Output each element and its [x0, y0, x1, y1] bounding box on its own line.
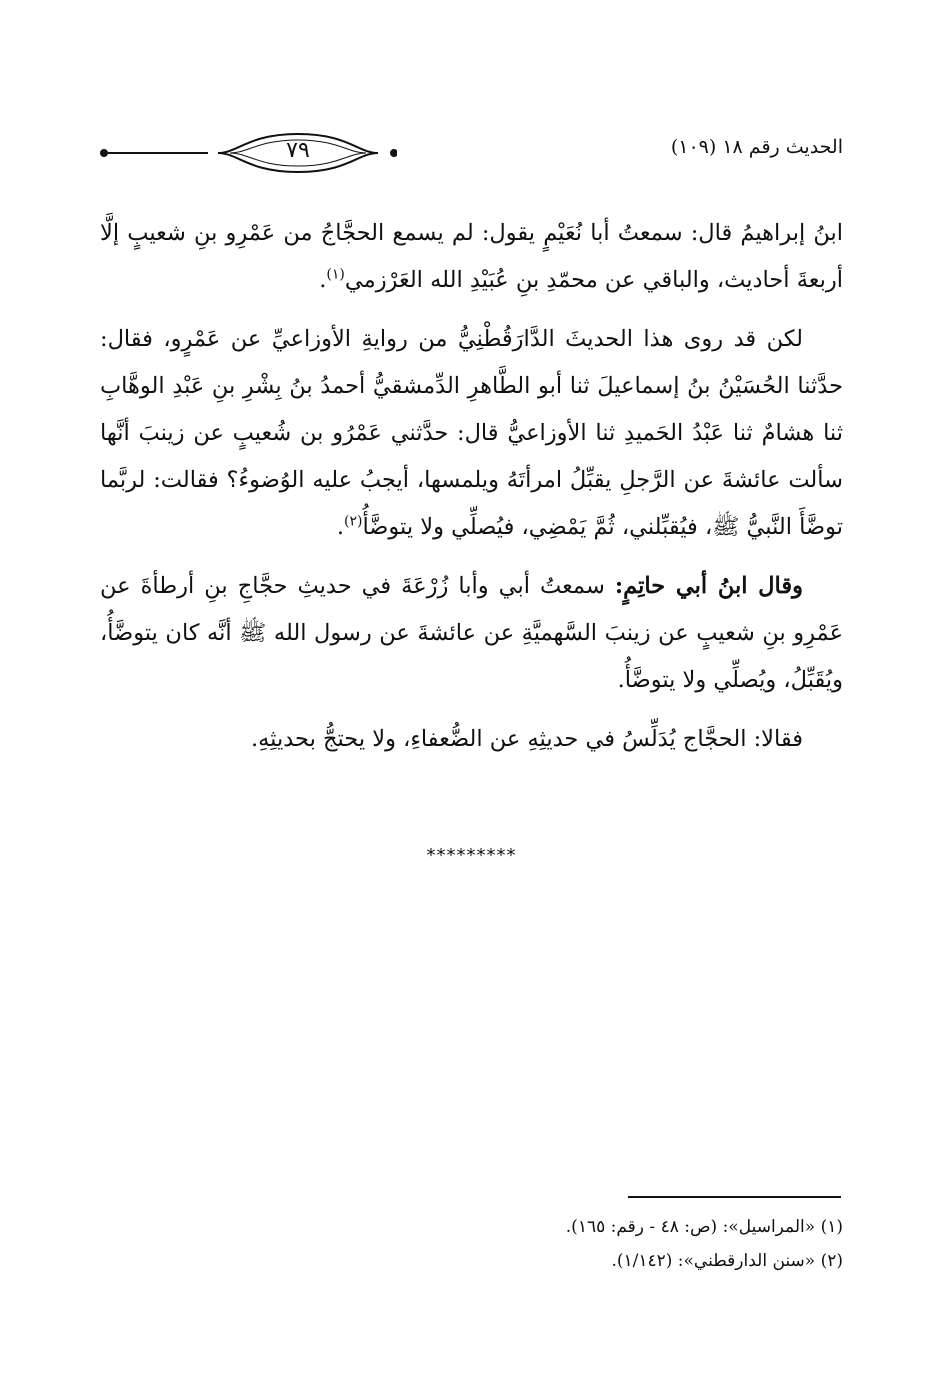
header-rule-left [108, 152, 208, 154]
paragraph-3 [100, 563, 843, 704]
paragraph-text: ابنُ إبراهيمُ قال: سمعتُ أبا نُعَيْمٍ يقول: لم يسمع الحجَّاجُ من عَمْرِو بنِ شعيبٍ إلَّا أربعةَ أحاديث، والباقي عن محمّدِ بنِ عُبَيْدِ الله العَرْزمي [100, 220, 843, 293]
main-text [100, 210, 843, 775]
footnote-marker: (١) [326, 266, 345, 283]
footnote-2: (٢) «سنن الدارقطني»: (١/١٤٢). [611, 1251, 843, 1271]
paragraph-text: لكن قد روى هذا الحديثَ الدَّارَقُطْنِيُّ من روايةِ الأوزاعيِّ عن عَمْرٍو، فقال: حدَّثنا الحُسَيْنُ بنُ إسماعيلَ ثنا أبو الطَّاهرِ الدِّمشقيُّ أحمدُ بنُ بِشْرِ بنِ عَبْدِ الوهَّابِ ثنا هشامٌ ثنا عَبْدُ الحَميدِ ثنا الأوزاعيُّ قال: حدَّثني عَمْرُو بن شُعيبٍ عن زينبَ أنَّها سألت عائشةَ عن الرَّجلِ يقبِّلُ امرأتَهُ ويلمسها، أيجبُ عليه الوُضوءُ؟ فقالت: لربَّما توضَّأَ النَّبيُّ ﷺ، فيُقبِّلني، ثُمَّ يَمْضِي، فيُصلِّي ولا يتوضَّأُ [100, 326, 843, 540]
page-number-ornament [208, 128, 388, 178]
paragraph-1 [100, 210, 843, 304]
page-header [100, 122, 843, 186]
paragraph-text: سمعتُ أبي وأبا زُرْعَةَ في حديثِ حجَّاجِ بنِ أرطأةَ عن عَمْرِو بنِ شعيبٍ عن زينبَ السَّهميَّةِ عن عائشةَ عن رسول الله ﷺ أنَّه كان يتوضَّأُ، ويُقَبِّلُ، ويُصلِّي ولا يتوضَّأُ. [100, 573, 843, 693]
paragraph-4 [100, 716, 843, 763]
section-separator: ********* [426, 845, 517, 866]
header-dot-left [100, 149, 108, 157]
paragraph-end: . [336, 514, 344, 540]
footnote-1: (١) «المراسيل»: (ص: ٤٨ - رقم: ١٦٥). [565, 1217, 843, 1237]
footnotes [143, 1210, 843, 1278]
paragraph-lead: وقال ابنُ أبي حاتِمٍ: [614, 573, 803, 599]
footnote-rule [628, 1196, 841, 1198]
paragraph-end: . [319, 267, 327, 293]
running-title: الحديث رقم ١٨ (١٠٩) [397, 136, 843, 158]
page-number: ٧٩ [286, 138, 310, 163]
paragraph-text: فقالا: الحجَّاج يُدَلِّسُ في حديثِهِ عن الضُّعفاءِ، ولا يحتجُّ بحديثِهِ. [250, 726, 803, 752]
footnote-marker: (٢) [343, 513, 363, 530]
paragraph-2 [100, 316, 843, 551]
